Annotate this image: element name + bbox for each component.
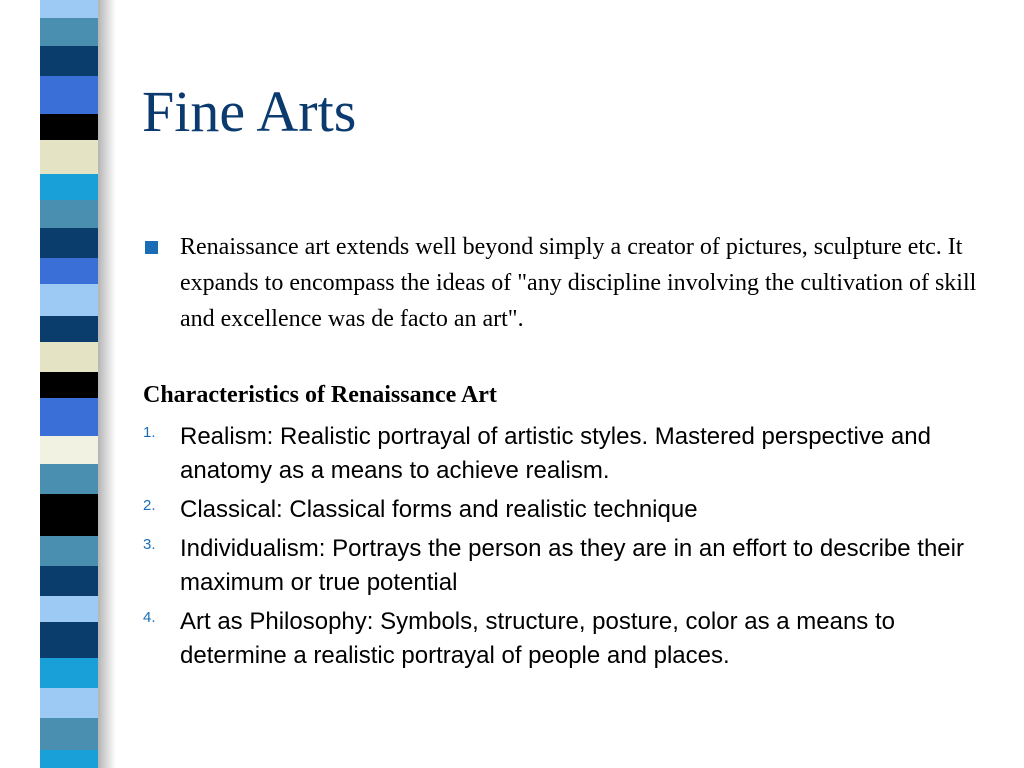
stripe-block: [40, 596, 98, 622]
stripe-block: [40, 342, 98, 372]
stripe-block: [40, 316, 98, 342]
characteristics-list: [143, 420, 1003, 678]
stripe-block: [40, 688, 98, 718]
list-item-number: 2.: [143, 497, 156, 514]
list-item-number: 4.: [143, 609, 156, 626]
stripe-block: [40, 18, 98, 46]
stripe-block: [40, 174, 98, 200]
list-item: [143, 420, 1003, 488]
slide-left-margin: [0, 0, 40, 768]
bullet-point: [143, 229, 993, 337]
stripe-block: [40, 494, 98, 536]
bullet-text: Renaissance art extends well beyond simply a creator of pictures, sculpture etc. It expands to encompass the ideas of "any discipline involving the cultivation of skill and excellence was de facto an art".: [180, 234, 977, 332]
stripe-block: [40, 0, 98, 18]
stripe-block: [40, 228, 98, 258]
stripe-block: [40, 436, 98, 464]
list-item-text: Classical: Classical forms and realistic technique: [180, 496, 698, 523]
stripe-block: [40, 200, 98, 228]
section-heading: Characteristics of Renaissance Art: [143, 382, 497, 408]
stripe-block: [40, 622, 98, 658]
list-item: [143, 532, 1003, 600]
list-item: [143, 605, 1003, 673]
slide-title: Fine Arts: [142, 79, 357, 144]
list-item-number: 3.: [143, 536, 156, 553]
list-item-text: Realism: Realistic portrayal of artistic styles. Mastered perspective and anatomy as a means to achieve realism.: [180, 423, 931, 484]
decorative-stripe-shadow: [98, 0, 116, 768]
stripe-block: [40, 76, 98, 114]
stripe-block: [40, 140, 98, 174]
decorative-stripe: [40, 0, 98, 768]
stripe-block: [40, 398, 98, 436]
stripe-block: [40, 258, 98, 284]
list-item-text: Individualism: Portrays the person as they are in an effort to describe their maximum or true potential: [180, 535, 964, 596]
stripe-block: [40, 658, 98, 688]
square-bullet-icon: [145, 241, 158, 254]
stripe-block: [40, 284, 98, 316]
stripe-block: [40, 750, 98, 768]
stripe-block: [40, 46, 98, 76]
stripe-block: [40, 536, 98, 566]
stripe-block: [40, 114, 98, 140]
list-item: [143, 493, 1003, 527]
stripe-block: [40, 566, 98, 596]
stripe-block: [40, 718, 98, 750]
list-item-number: 1.: [143, 424, 156, 441]
stripe-block: [40, 372, 98, 398]
list-item-text: Art as Philosophy: Symbols, structure, posture, color as a means to determine a realistic portrayal of people and places.: [180, 608, 895, 669]
stripe-block: [40, 464, 98, 494]
